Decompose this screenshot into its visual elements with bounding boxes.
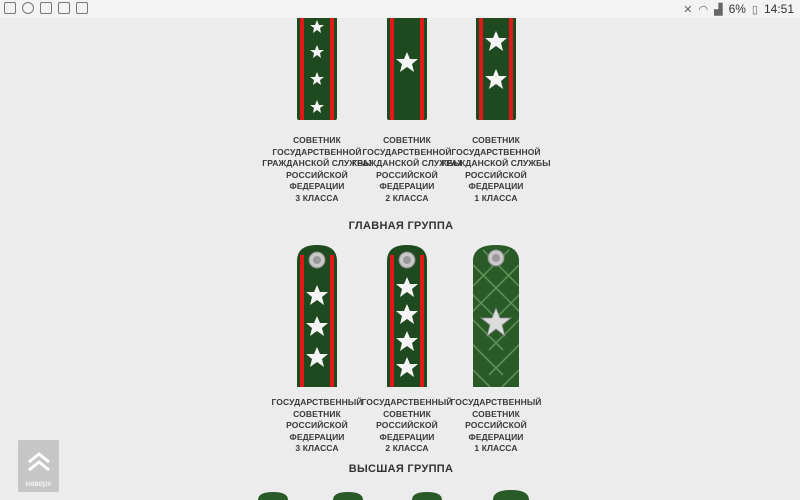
shoulder-board-advisor-2 [387, 18, 427, 122]
shoulder-board-advisor-3 [297, 18, 337, 122]
shoulder-board-top-1 [258, 492, 288, 500]
shoulder-board-top-3 [412, 492, 442, 500]
caption-advisor-1: СОВЕТНИК ГОСУДАРСТВЕННОЙ ГРАЖДАНСКОЙ СЛУЖБЫ РОССИЙСКОЙ ФЕДЕРАЦИИ 1 КЛАССА [441, 135, 551, 203]
double-chevron-up-icon [27, 452, 51, 472]
shoulder-board-top-4 [493, 490, 529, 500]
status-bar [0, 0, 800, 18]
shoulder-board-top-2 [333, 492, 363, 500]
shoulder-board-state-advisor-2 [387, 245, 427, 387]
shoulder-board-advisor-1 [476, 18, 516, 122]
mute-icon: ✕ [683, 3, 693, 16]
camera-icon [40, 2, 52, 14]
status-right [683, 2, 794, 16]
back-to-top-label: наверх [25, 479, 52, 488]
clock: 14:51 [763, 2, 794, 16]
shoulder-board-state-advisor-3 [297, 245, 337, 387]
battery-icon: ▯ [751, 3, 758, 16]
wifi-icon: ◠ [698, 3, 709, 16]
caption-state-advisor-2: ГОСУДАРСТВЕННЫЙ СОВЕТНИК РОССИЙСКОЙ ФЕДЕРАЦИИ 2 КЛАССА [361, 397, 453, 453]
search-icon [22, 2, 34, 14]
mail-icon [4, 2, 16, 14]
status-left-icons [4, 2, 88, 14]
caption-state-advisor-1: ГОСУДАРСТВЕННЫЙ СОВЕТНИК РОССИЙСКОЙ ФЕДЕРАЦИИ 1 КЛАССА [450, 397, 542, 453]
group-title-main: ГЛАВНАЯ ГРУППА [348, 220, 454, 232]
caption-advisor-3: СОВЕТНИК ГОСУДАРСТВЕННОЙ ГРАЖДАНСКОЙ СЛУЖБЫ РОССИЙСКОЙ ФЕДЕРАЦИИ 3 КЛАССА [262, 135, 372, 203]
caption-advisor-2: СОВЕТНИК ГОСУДАРСТВЕННОЙ ГРАЖДАНСКОЙ СЛУЖБЫ РОССИЙСКОЙ ФЕДЕРАЦИИ 2 КЛАССА [352, 135, 462, 203]
image-icon [58, 2, 70, 14]
caption-state-advisor-3: ГОСУДАРСТВЕННЫЙ СОВЕТНИК РОССИЙСКОЙ ФЕДЕРАЦИИ 3 КЛАССА [271, 397, 363, 453]
back-to-top-button[interactable] [18, 440, 59, 492]
group-title-top: ВЫСШАЯ ГРУППА [348, 463, 454, 475]
battery-percent: 6% [728, 2, 746, 16]
signal-icon: ▟ [714, 3, 723, 16]
chat-icon [76, 2, 88, 14]
shoulder-board-state-advisor-1 [473, 245, 519, 387]
